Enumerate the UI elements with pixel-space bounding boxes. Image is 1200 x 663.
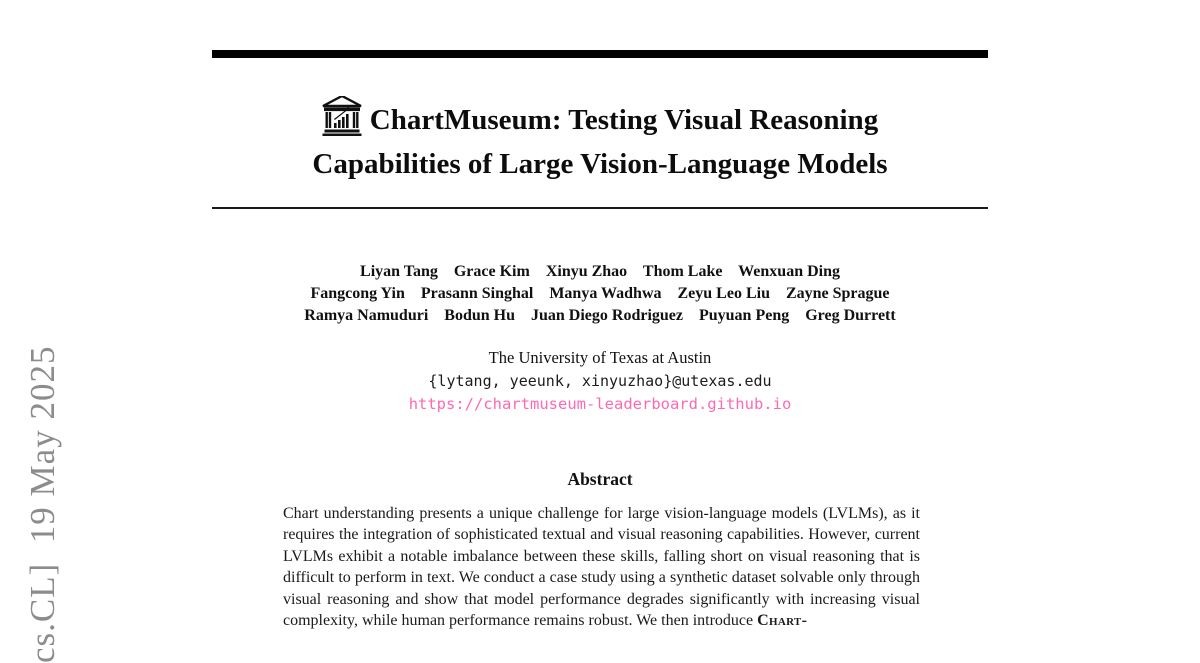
- contact-email: {lytang, yeeunk, xinyuzhao}@utexas.edu: [428, 372, 772, 390]
- museum-chart-icon: [322, 111, 362, 143]
- paper-title-line1: ChartMuseum: Testing Visual Reasoning: [369, 104, 879, 136]
- author-line-3: Ramya Namuduri Bodun Hu Juan Diego Rodriguez Puyuan Peng Greg Durrett: [304, 307, 896, 324]
- author-line-2: Fangcong Yin Prasann Singhal Manya Wadhwa Zeyu Leo Liu Zayne Sprague: [310, 285, 890, 302]
- abstract-main-text: Chart understanding presents a unique challenge for large vision-language models (LVLMs), as it requires the integration of sophisticated textual and visual reasoning capabilities. However, current LVLMs exhibit a notable imbalance between these skills, falling short on visual reasoning that is difficult to perform in text. We conduct a case study using a synthetic dataset solvable only through visual reasoning and show that model performance degrades significantly with increasing visual complexity, while human performance remains robust. We then introduce: [283, 505, 920, 630]
- arxiv-watermark: cs.CL] 19 May 2025: [23, 345, 62, 663]
- paper-title: [212, 96, 988, 183]
- project-url-row: [212, 395, 988, 414]
- top-rule: [212, 50, 988, 58]
- author-line-1: Liyan Tang Grace Kim Xinyu Zhao Thom Lake Wenxuan Ding: [360, 263, 840, 280]
- abstract-heading: Abstract: [567, 469, 633, 489]
- abstract-text: [283, 503, 920, 631]
- title-rule: [212, 207, 988, 209]
- author-block: [212, 261, 988, 327]
- abstract-benchmark-name: Chart-: [757, 612, 808, 630]
- project-url-link[interactable]: https://chartmuseum-leaderboard.github.io: [408, 395, 792, 413]
- affiliation: The University of Texas at Austin: [488, 348, 712, 367]
- paper-title-line2: Capabilities of Large Vision-Language Models: [312, 148, 888, 180]
